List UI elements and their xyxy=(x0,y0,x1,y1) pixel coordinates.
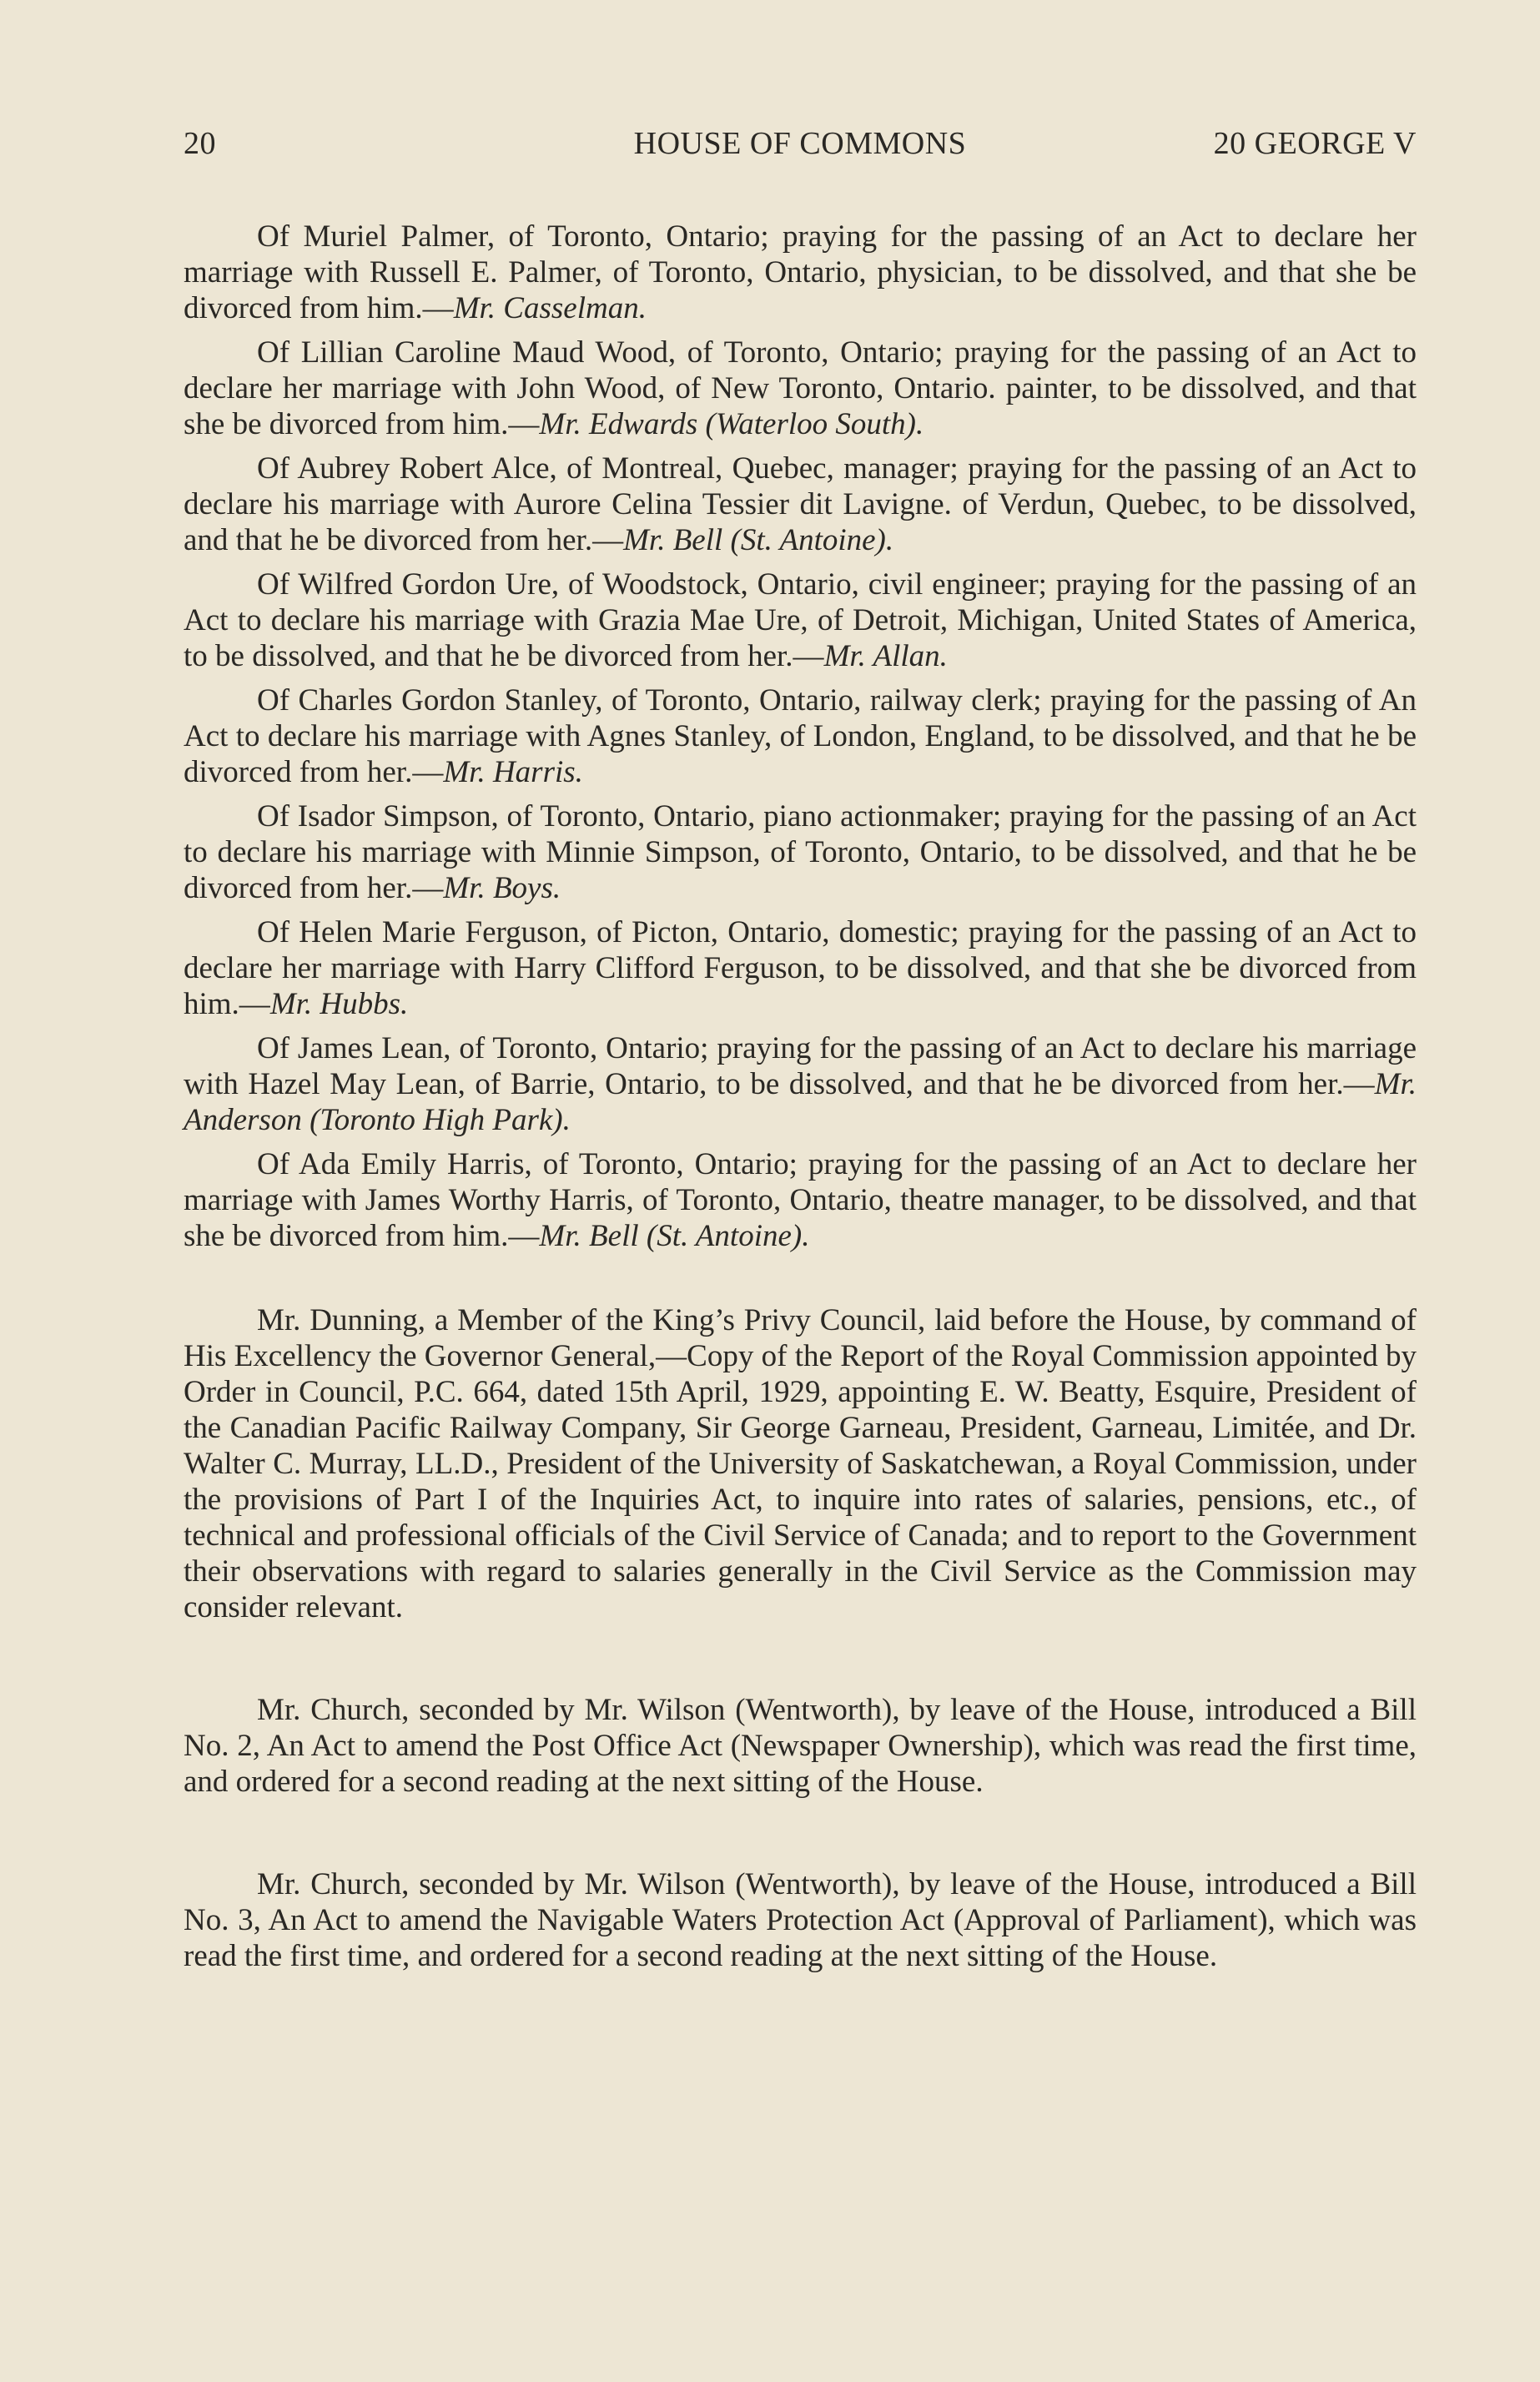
petition-paragraph xyxy=(184,914,1417,1022)
proceeding-report-laid: Mr. Dunning, a Member of the King’s Privy Council, laid before the House, by command of His Excellency the Governor General,—Copy of the Report of the Royal Commission appointed by Order in Council, P.C. 664, dated 15th April, 1929, appointing E. W. Beatty, Esquire, President of the Canadian Pacific Railway Company, Sir George Garneau, President, Garneau, Limitée, and Dr. Walter C. Murray, LL.D., President of the University of Saskatchewan, a Royal Commission, under the provisions of Part I of the Inquiries Act, to inquire into rates of salaries, pensions, etc., of technical and professional officials of the Civil Service of Canada; and to report to the Government their observations with regard to salaries generally in the Civil Service as the Commission may consider relevant. xyxy=(184,1303,1417,1624)
petition-member: Mr. Hubbs. xyxy=(269,987,409,1021)
petition-paragraph xyxy=(184,335,1417,442)
petition-paragraph xyxy=(184,1146,1417,1254)
petition-member: Mr. Edwards (Waterloo South). xyxy=(539,407,924,441)
petition-paragraph xyxy=(184,219,1417,326)
petition-text: Of Isador Simpson, of Toronto, Ontario, piano actionmaker; praying for the passing of an Act to declare his marriage with Minnie Simpson, of Toronto, Ontario, to be dissolved, and that he be divorced from her.— xyxy=(184,799,1417,905)
petition-member: Mr. Bell (St. Antoine). xyxy=(623,523,894,557)
petition-member: Mr. Bell (St. Antoine). xyxy=(539,1219,810,1253)
petition-text: Of Ada Emily Harris, of Toronto, Ontario; praying for the passing of an Act to declare her marriage with James Worthy Harris, of Toronto, Ontario, theatre manager, to be dissolved, and that she be divorced from him.— xyxy=(184,1147,1417,1253)
petition-text: Of Lillian Caroline Maud Wood, of Toronto, Ontario; praying for the passing of an Act to declare her marriage with John Wood, of New Toronto, Ontario. painter, to be dissolved, and that she be divorced from him.— xyxy=(184,335,1417,441)
header-title: HOUSE OF COMMONS xyxy=(633,126,967,161)
document-body xyxy=(184,219,1417,1982)
page-number: 20 xyxy=(184,126,216,161)
petition-paragraph xyxy=(184,451,1417,558)
petition-member: Mr. Anderson (Toronto High Park). xyxy=(184,1067,1417,1137)
petition-paragraph xyxy=(184,567,1417,674)
petition-text: Of Aubrey Robert Alce, of Montreal, Quebec, manager; praying for the passing of an Act to declare his marriage with Aurore Celina Tessier dit Lavigne. of Verdun, Quebec, to be dissolved, and that he be divorced from her.— xyxy=(184,451,1417,557)
petition-member: Mr. Allan. xyxy=(823,639,948,673)
petition-member: Mr. Boys. xyxy=(443,871,561,905)
petition-paragraph xyxy=(184,798,1417,906)
petition-text: Of Muriel Palmer, of Toronto, Ontario; praying for the passing of an Act to declare her marriage with Russell E. Palmer, of Toronto, Ontario, physician, to be dissolved, and that she be divorced from him.— xyxy=(184,219,1417,325)
petition-text: Of Charles Gordon Stanley, of Toronto, Ontario, railway clerk; praying for the passing of An Act to declare his marriage with Agnes Stanley, of London, England, to be dissolved, and that he be divorced from her.— xyxy=(184,683,1417,789)
petition-paragraph xyxy=(184,1030,1417,1138)
petition-member: Mr. Casselman. xyxy=(453,291,647,325)
regnal-year: 20 GEORGE V xyxy=(1213,126,1417,161)
petition-text: Of Wilfred Gordon Ure, of Woodstock, Ontario, civil engineer; praying for the passing of an Act to declare his marriage with Grazia Mae Ure, of Detroit, Michigan, United States of America, to be dissolved, and that he be divorced from her.— xyxy=(184,567,1417,673)
petition-text: Of James Lean, of Toronto, Ontario; praying for the passing of an Act to declare his marriage with Hazel May Lean, of Barrie, Ontario, to be dissolved, and that he be divorced from her.— xyxy=(184,1031,1417,1101)
running-header xyxy=(184,125,1417,175)
proceeding-bill-3: Mr. Church, seconded by Mr. Wilson (Wentworth), by leave of the House, introduced a Bill No. 3, An Act to amend the Navigable Waters Protection Act (Approval of Parliament), which was read the first time, and ordered for a second reading at the next sitting of the House. xyxy=(184,1867,1417,1973)
proceeding-bill-2: Mr. Church, seconded by Mr. Wilson (Wentworth), by leave of the House, introduced a Bill No. 2, An Act to amend the Post Office Act (Newspaper Ownership), which was read the first time, and ordered for a second reading at the next sitting of the House. xyxy=(184,1693,1417,1799)
petition-text: Of Helen Marie Ferguson, of Picton, Ontario, domestic; praying for the passing of an Act to declare her marriage with Harry Clifford Ferguson, to be dissolved, and that she be divorced from him.— xyxy=(184,915,1417,1021)
petition-paragraph xyxy=(184,682,1417,790)
petition-member: Mr. Harris. xyxy=(443,755,583,789)
